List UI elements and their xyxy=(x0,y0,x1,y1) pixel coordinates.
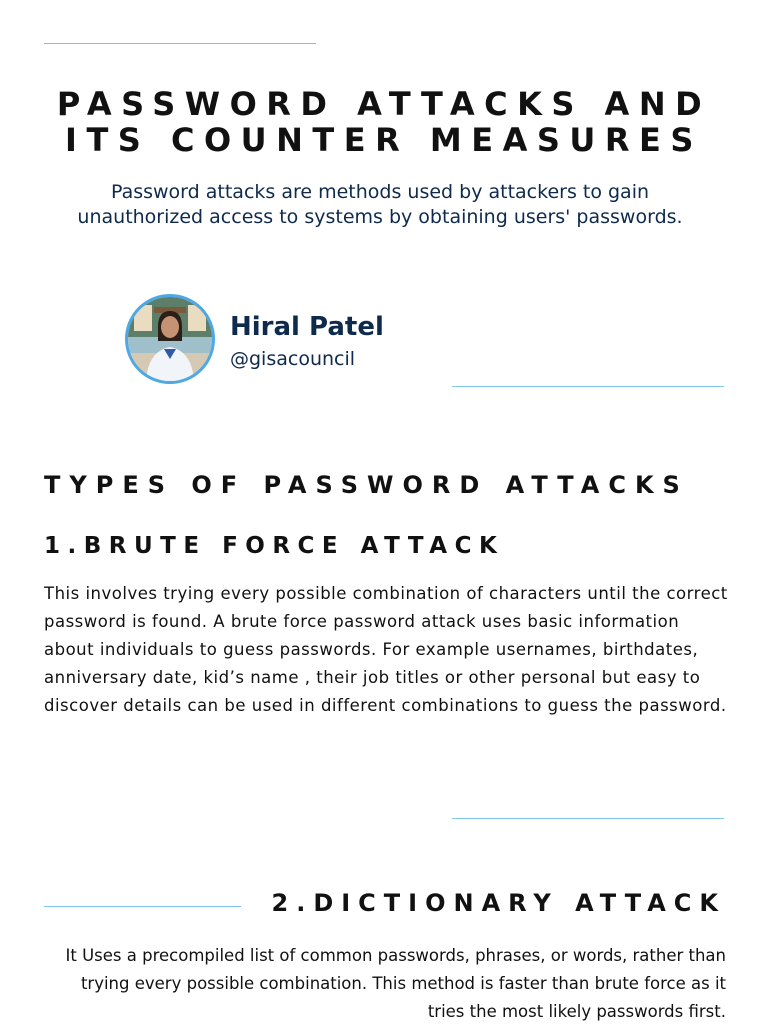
page-title xyxy=(0,86,768,158)
divider-author xyxy=(452,386,724,387)
attack-body-dictionary: It Uses a precompiled list of common passwords, phrases, or words, rather than trying every possible combination. This method is faster than brute force as it tries the most likely passwords first. xyxy=(65,946,726,1021)
author-handle: @gisacouncil xyxy=(230,348,356,370)
page-title-line-1: PASSWORD ATTACKS AND xyxy=(56,85,712,123)
divider-mid-right xyxy=(452,818,724,819)
divider-bottom-left xyxy=(44,906,241,907)
page-subtitle: Password attacks are methods used by attackers to gain unauthorized access to systems by obtaining users' passwords. xyxy=(77,181,683,228)
attack-title-brute-force: 1.BRUTE FORCE ATTACK xyxy=(44,533,505,559)
avatar xyxy=(125,294,215,384)
section-heading: TYPES OF PASSWORD ATTACKS xyxy=(44,471,689,499)
attack-body-brute-force: This involves trying every possible combination of characters until the correct password is found. A brute force password attack uses basic information about individuals to guess passwords. For example usernames, birthdates, anniversary date, kid’s name , their job titles or other personal but easy to discover details can be used in different combinations to guess the password. xyxy=(44,584,728,715)
person-photo-icon xyxy=(128,297,212,381)
author-name: Hiral Patel xyxy=(230,312,384,342)
page-title-line-2: ITS COUNTER MEASURES xyxy=(65,121,703,159)
divider-top-left xyxy=(44,43,316,44)
attack-title-dictionary: 2.DICTIONARY ATTACK xyxy=(271,889,726,917)
